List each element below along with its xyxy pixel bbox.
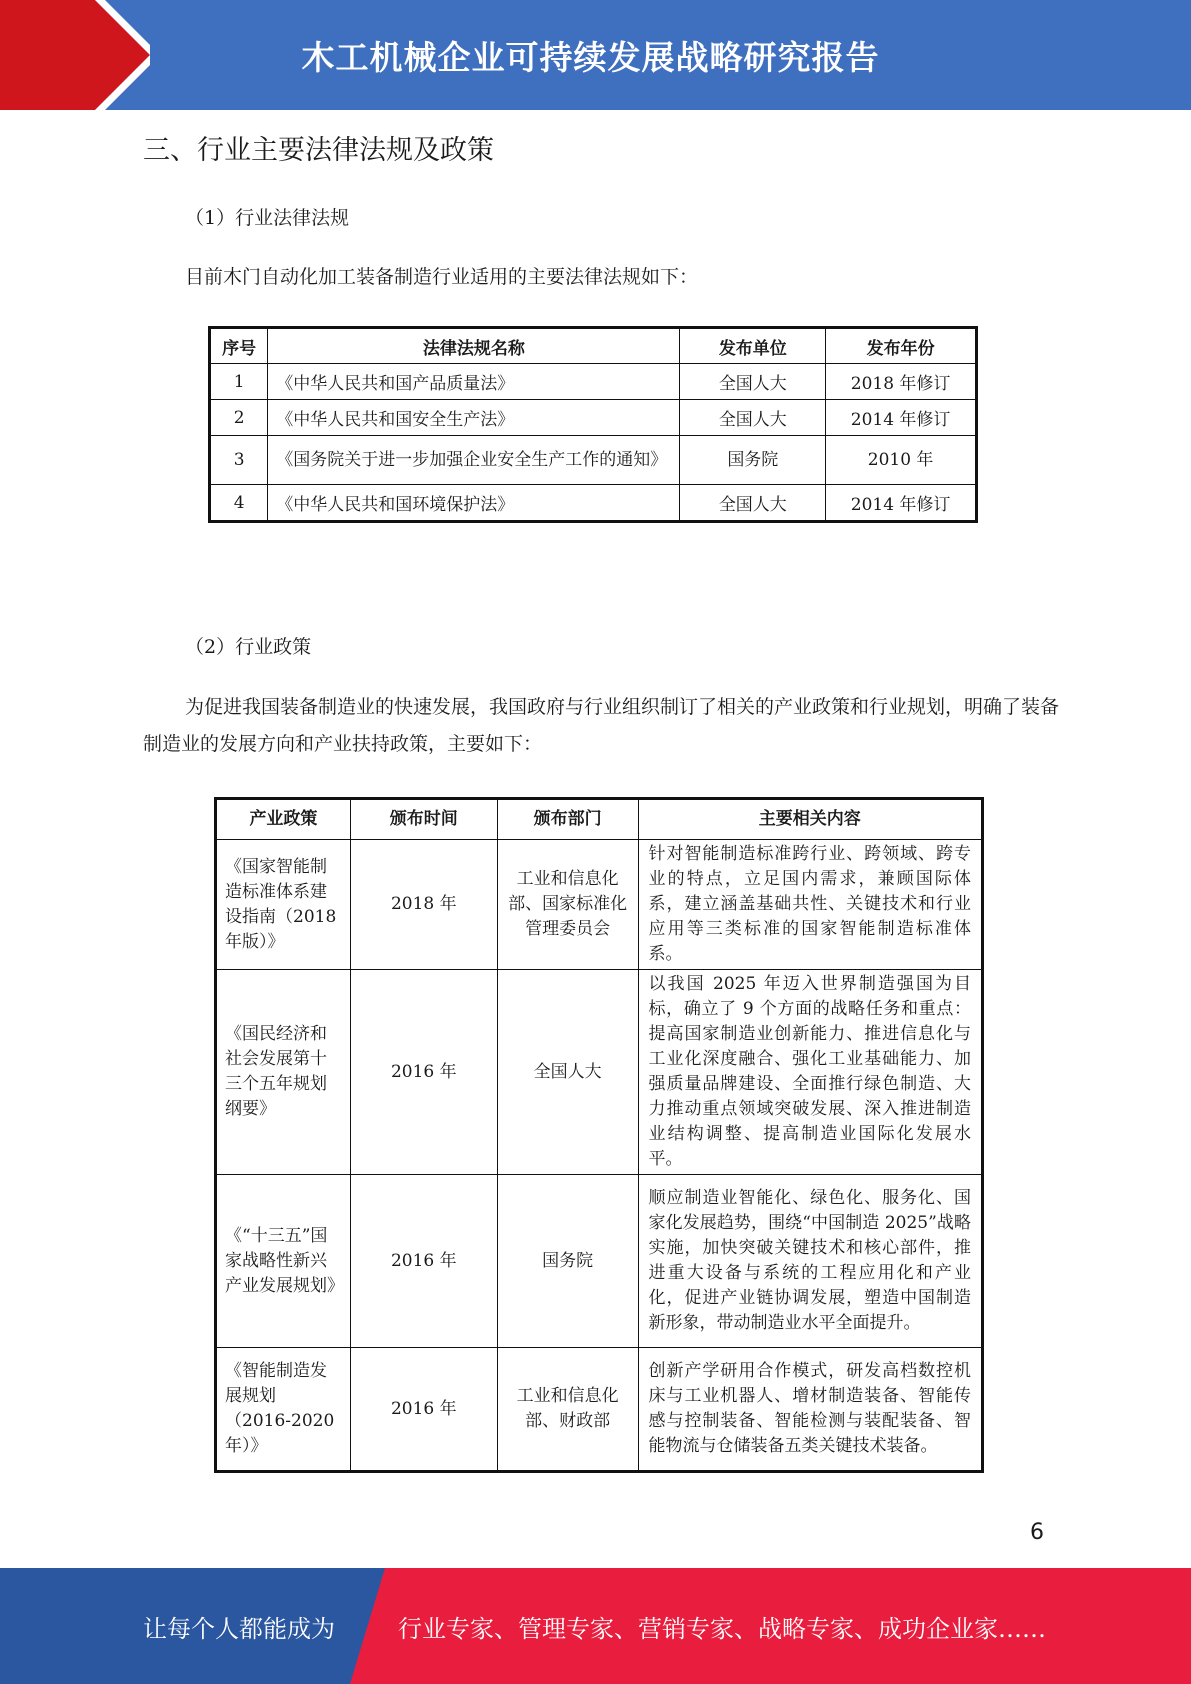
issuing-department: 工业和信息化部、国家标准化管理委员会 (497, 840, 638, 970)
year: 2010 年 (826, 436, 977, 485)
policies-intro: 为促进我国装备制造业的快速发展，我国政府与行业组织制订了相关的产业政策和行业规划，明确了装备制造业的发展方向和产业扶持政策，主要如下： (143, 696, 1060, 755)
table-row (216, 970, 983, 1175)
row-number: 4 (210, 485, 268, 522)
column-header: 颁布部门 (497, 799, 638, 840)
policy-content: 创新产学研用合作模式，研发高档数控机床与工业机器人、增材制造装备、智能传感与控制装备、智能检测与装配装备、智能物流与仓储装备五类关键技术装备。 (638, 1348, 982, 1472)
report-title: 木工机械企业可持续发展战略研究报告 (301, 37, 880, 77)
issue-time: 2016 年 (350, 1175, 497, 1348)
issue-time: 2016 年 (350, 1348, 497, 1472)
issuer: 全国人大 (680, 364, 826, 400)
table-row (216, 840, 983, 970)
policies-table (214, 797, 984, 1473)
subheading-policies: （2）行业政策 (185, 636, 312, 658)
issuing-department: 国务院 (497, 1175, 638, 1348)
policy-content: 以我国 2025 年迈入世界制造强国为目标，确立了 9 个方面的战略任务和重点：提高国家制造业创新能力、推进信息化与工业化深度融合、强化工业基础能力、加强质量品牌建设、全面推行绿色制造、大力推动重点领域突破发展、深入推进制造业结构调整、提高制造业国际化发展水平。 (638, 970, 982, 1175)
law-name: 《国务院关于进一步加强企业安全生产工作的通知》 (268, 436, 680, 485)
issuer: 国务院 (680, 436, 826, 485)
table-row (216, 1175, 983, 1348)
policy-name: 《国民经济和社会发展第十三个五年规划纲要》 (216, 970, 351, 1175)
row-number: 1 (210, 364, 268, 400)
policy-content: 针对智能制造标准跨行业、跨领域、跨专业的特点，立足国内需求，兼顾国际体系，建立涵盖基础共性、关键技术和行业应用等三类标准的国家智能制造标准体系。 (638, 840, 982, 970)
header-banner (0, 0, 1191, 110)
laws-intro: 目前木门自动化加工装备制造行业适用的主要法律法规如下： (185, 266, 699, 288)
policy-name: 《智能制造发展规划（2016-2020 年）》 (216, 1348, 351, 1472)
issuing-department: 工业和信息化部、财政部 (497, 1348, 638, 1472)
law-name: 《中华人民共和国产品质量法》 (268, 364, 680, 400)
issue-time: 2018 年 (350, 840, 497, 970)
page-number: 6 (1030, 1520, 1044, 1545)
table-row (210, 400, 977, 436)
column-header: 主要相关内容 (638, 799, 982, 840)
policy-content: 顺应制造业智能化、绿色化、服务化、国家化发展趋势，围绕“中国制造 2025”战略实施，加快突破关键技术和核心部件，推进重大设备与系统的工程应用化和产业化，促进产业链协调发展，塑造中国制造新形象，带动制造业水平全面提升。 (638, 1175, 982, 1348)
year: 2018 年修订 (826, 364, 977, 400)
column-header: 发布年份 (826, 328, 977, 364)
table-row (210, 364, 977, 400)
issuing-department: 全国人大 (497, 970, 638, 1175)
column-header: 颁布时间 (350, 799, 497, 840)
table-row (210, 436, 977, 485)
column-header: 序号 (210, 328, 268, 364)
issuer: 全国人大 (680, 400, 826, 436)
table-row (210, 485, 977, 522)
subheading-laws: （1）行业法律法规 (185, 207, 350, 229)
policy-name: 《“十三五”国家战略性新兴产业发展规划》 (216, 1175, 351, 1348)
laws-table (208, 326, 978, 523)
law-name: 《中华人民共和国环境保护法》 (268, 485, 680, 522)
footer-slogan-left: 让每个人都能成为 (143, 1614, 335, 1643)
column-header: 发布单位 (680, 328, 826, 364)
table-header-row (216, 799, 983, 840)
chevron-arrow-graphic (0, 0, 150, 110)
issue-time: 2016 年 (350, 970, 497, 1175)
issuer: 全国人大 (680, 485, 826, 522)
year: 2014 年修订 (826, 400, 977, 436)
row-number: 3 (210, 436, 268, 485)
footer-banner (0, 1568, 1191, 1684)
policy-name: 《国家智能制造标准体系建设指南（2018 年版）》 (216, 840, 351, 970)
table-row (216, 1348, 983, 1472)
table-header-row (210, 328, 977, 364)
year: 2014 年修订 (826, 485, 977, 522)
column-header: 产业政策 (216, 799, 351, 840)
section-heading: 三、行业主要法律法规及政策 (143, 135, 494, 166)
law-name: 《中华人民共和国安全生产法》 (268, 400, 680, 436)
row-number: 2 (210, 400, 268, 436)
column-header: 法律法规名称 (268, 328, 680, 364)
footer-slogan-right: 行业专家、管理专家、营销专家、战略专家、成功企业家…… (398, 1614, 1046, 1643)
